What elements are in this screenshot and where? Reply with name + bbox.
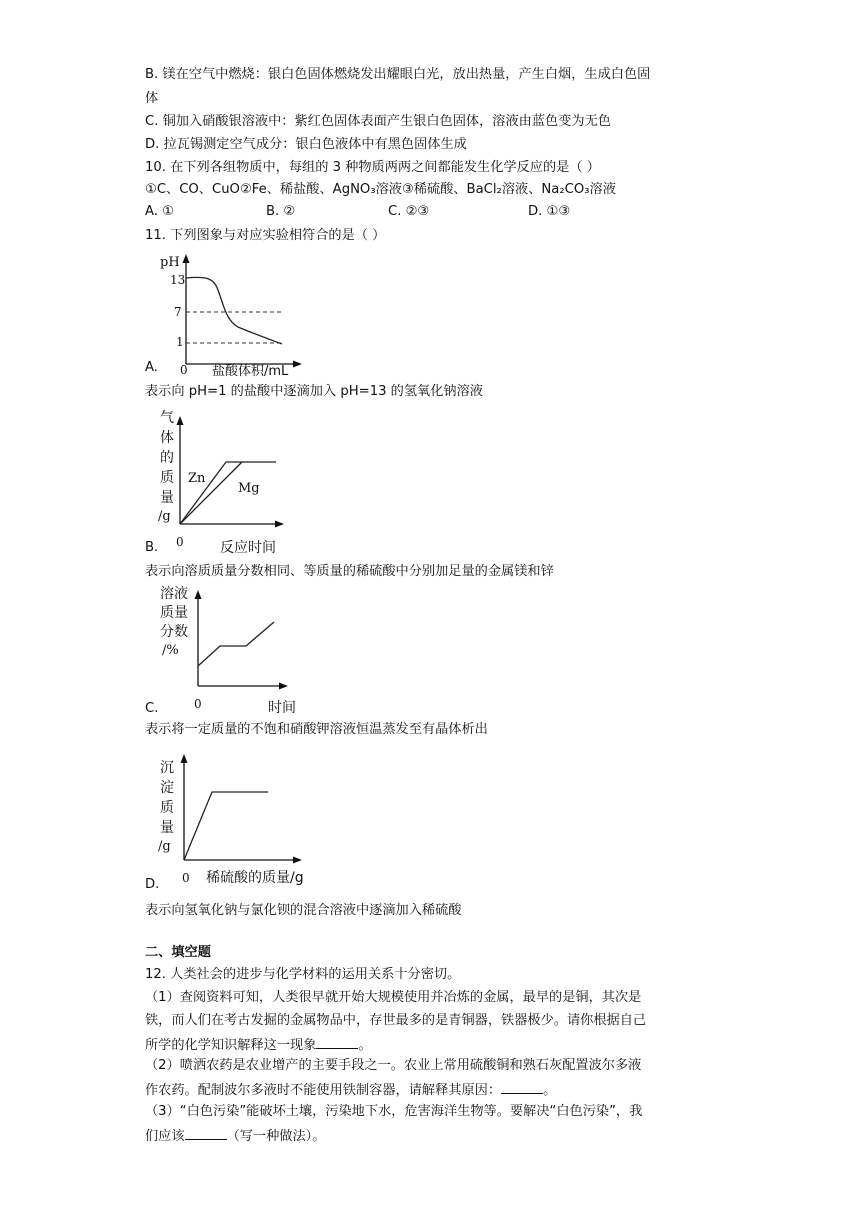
q12-part1-line3 [145, 1035, 372, 1055]
graph-c-curve [198, 622, 274, 666]
q12-part1-text: 所学的化学知识解释这一现象 [145, 1038, 317, 1053]
q12-part2-line2 [145, 1080, 556, 1100]
graph-b-y-unit: /g [158, 509, 171, 524]
q11-option-d-label: D. [145, 877, 160, 892]
graph-a-tick-1: 1 [176, 335, 184, 349]
q12-part3-tail: （写一种做法）。 [226, 1129, 326, 1144]
graph-b-y-char-3: 的 [160, 450, 174, 466]
graph-d-x-label: 稀硫酸的质量/g [206, 870, 304, 886]
graph-a-origin: 0 [180, 363, 188, 377]
graph-d-curve [184, 792, 268, 860]
q11-option-a-desc: 表示向 pH=1 的盐酸中逐滴加入 pH=13 的氢氧化钠溶液 [145, 384, 483, 399]
graph-b-y-char-4: 质 [160, 470, 174, 486]
q11-option-d-desc: 表示向氢氧化钠与氯化钡的混合溶液中逐滴加入稀硫酸 [145, 903, 462, 918]
graph-b-y-char-1: 气 [160, 410, 174, 426]
q11-option-c-label: C. [145, 701, 159, 716]
graph-b [150, 406, 300, 556]
q11-option-a-label: A. [145, 360, 158, 375]
q12-part1-line2: 铁，而人们在考古发掘的金属物品中，存世最多的是青铜器，铁器极少。请你根据自己 [145, 1013, 647, 1028]
graph-a-y-label: pH [160, 255, 180, 270]
graph-b-x-label: 反应时间 [220, 540, 276, 556]
q10-option-d: D. ①③ [528, 204, 571, 219]
q12-part1-line1: （1）查阅资料可知，人类很早就开始大规模使用并冶炼的金属，最早的是铜，其次是 [145, 990, 642, 1005]
graph-a [150, 250, 320, 380]
q12-part1-blank[interactable] [316, 1035, 358, 1049]
option-b-line-1: B. 镁在空气中燃烧：银白色固体燃烧发出耀眼白光，放出热量，产生白烟，生成白色固 [145, 67, 651, 82]
graph-d-origin: 0 [182, 871, 190, 885]
q11-option-b-desc: 表示向溶质质量分数相同、等质量的稀硫酸中分别加足量的金属镁和锌 [145, 564, 554, 579]
option-c-line: C. 铜加入硝酸银溶液中：紫红色固体表面产生银白色固体，溶液由蓝色变为无色 [145, 114, 611, 129]
graph-d-y-char-4: 量 [160, 820, 174, 836]
q12-part2-text: 作农药。配制波尔多液时不能使用铁制容器，请解释其原因： [145, 1083, 502, 1098]
q12-part2-blank[interactable] [501, 1080, 543, 1094]
q11-option-c-desc: 表示将一定质量的不饱和硝酸钾溶液恒温蒸发至有晶体析出 [145, 722, 488, 737]
q12-part1-period: 。 [358, 1038, 372, 1053]
q12-part2-period: 。 [543, 1083, 557, 1098]
q10-option-c: C. ②③ [388, 204, 430, 219]
section-fill-in-title: 二、填空题 [145, 945, 211, 960]
q11-option-b-label: B. [145, 540, 159, 555]
q12-part3-line2 [145, 1126, 325, 1146]
graph-c-x-label: 时间 [268, 700, 296, 716]
q10-option-a: A. ① [145, 204, 174, 219]
graph-d-y-unit: /g [158, 839, 171, 854]
graph-d-y-char-1: 沉 [160, 760, 174, 776]
graph-d [150, 750, 320, 890]
graph-b-y-char-5: 量 [160, 490, 174, 506]
q10-option-b: B. ② [266, 204, 296, 219]
graph-a-tick-13: 13 [170, 273, 186, 287]
q12-part2-line1: （2）喷洒农药是农业增产的主要手段之一。农业上常用硫酸铜和熟石灰配置波尔多液 [145, 1058, 642, 1073]
graph-b-y-char-2: 体 [160, 430, 174, 446]
question-11-stem: 11. 下列图象与对应实验相符合的是（ ） [145, 228, 386, 243]
graph-c-y-row-4: /% [162, 643, 179, 658]
graph-c-y-row-3: 分数 [160, 624, 188, 640]
graph-a-curve [186, 277, 282, 344]
question-10-stem: 10. 在下列各组物质中，每组的 3 种物质两两之间都能发生化学反应的是（ ） [145, 160, 600, 175]
graph-c-y-row-2: 质量 [160, 605, 188, 621]
q12-part3-blank[interactable] [185, 1126, 227, 1140]
graph-d-y-char-2: 淀 [160, 780, 174, 796]
q12-part3-text: 们应该 [145, 1129, 185, 1144]
graph-a-tick-7: 7 [174, 305, 182, 319]
q12-part3-line1: （3）“白色污染”能破坏土壤，污染地下水，危害海洋生物等。要解决“白色污染”，我 [145, 1104, 643, 1119]
graph-a-x-label: 盐酸体积/mL [212, 364, 289, 379]
graph-b-zn-label: Zn [188, 471, 206, 486]
graph-c [150, 582, 300, 722]
graph-d-y-char-3: 质 [160, 800, 174, 816]
graph-c-origin: 0 [194, 697, 202, 711]
graph-c-y-row-1: 溶液 [160, 586, 188, 602]
option-b-line-2: 体 [145, 91, 159, 106]
graph-b-mg-label: Mg [238, 481, 260, 496]
question-12-stem: 12. 人类社会的进步与化学材料的运用关系十分密切。 [145, 967, 461, 982]
graph-b-origin: 0 [176, 535, 184, 549]
option-d-line: D. 拉瓦锡测定空气成分：银白色液体中有黑色固体生成 [145, 137, 467, 152]
question-10-groups: ①C、CO、CuO②Fe、稀盐酸、AgNO₃溶液③稀硫酸、BaCl₂溶液、Na₂CO₃溶液 [145, 182, 616, 197]
